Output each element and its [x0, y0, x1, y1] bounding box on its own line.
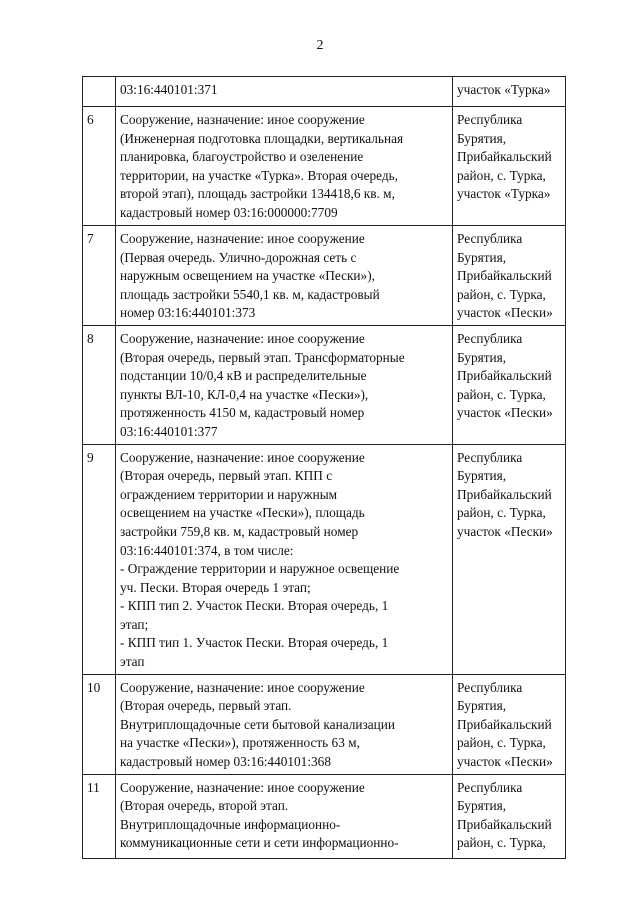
- row-number: 11: [87, 779, 100, 795]
- object-description: Сооружение, назначение: иное сооружение (Вторая очередь, первый этап. Внутриплощадочные сети бытовой канализации на участке «Пески»), протяженность 63 м, кадастровый номер 03:16:440101:368: [120, 679, 395, 770]
- location-cell: [453, 77, 566, 107]
- location-cell: [453, 774, 566, 858]
- row-number: 8: [87, 330, 94, 346]
- location-cell: [453, 674, 566, 774]
- object-location: Республика Бурятия, Прибайкальский район, с. Турка, участок «Турка»: [457, 112, 552, 202]
- object-description: Сооружение, назначение: иное сооружение (Вторая очередь, второй этап. Внутриплощадочные информационно- коммуникационные сети и сети информационно-: [120, 779, 399, 851]
- object-location: Республика Бурятия, Прибайкальский район, с. Турка, участок «Пески»: [457, 231, 553, 321]
- row-number-cell: [83, 226, 116, 326]
- location-cell: [453, 444, 566, 674]
- row-number: 7: [87, 231, 94, 246]
- description-cell: [116, 674, 453, 774]
- table-row: [83, 77, 566, 107]
- object-description: Сооружение, назначение: иное сооружение (Вторая очередь, первый этап. Трансформаторные подстанции 10/0,4 кВ и распределительные пункты ВЛ-10, КЛ-0,4 на участке «Пески»), протяженность 4150 м, кадастровый номер 03:16:440101:377: [120, 330, 405, 439]
- table-row: [83, 325, 566, 444]
- object-location: Республика Бурятия, Прибайкальский район, с. Турка,: [457, 779, 552, 851]
- row-number-cell: [83, 444, 116, 674]
- object-description: 03:16:440101:371: [120, 82, 218, 97]
- property-table: [82, 76, 566, 859]
- description-cell: [116, 226, 453, 326]
- table-row: [83, 226, 566, 326]
- description-cell: [116, 77, 453, 107]
- description-cell: [116, 444, 453, 674]
- object-location: участок «Турка»: [457, 82, 551, 97]
- row-number-cell: [83, 77, 116, 107]
- row-number-cell: [83, 325, 116, 444]
- description-cell: [116, 325, 453, 444]
- row-number-cell: [83, 774, 116, 858]
- object-description: Сооружение, назначение: иное сооружение (Вторая очередь, первый этап. КПП с ограждением территории и наружным освещением на участке «Пески»), площадь застройки 759,8 кв. м, кадастровый номер 03:16:440101:374, в том числе: - Ограждение территории и наружное освещение уч. Пески. Вторая очередь 1 этап; - КПП тип 2. Участок Пески. Вторая очередь, 1 этап; - КПП тип 1. Участок Пески. Вторая очередь, 1 этап: [120, 449, 400, 670]
- table-row: [83, 444, 566, 674]
- description-cell: [116, 107, 453, 226]
- page-number: 2: [316, 38, 324, 53]
- table-row: [83, 674, 566, 774]
- object-location: Республика Бурятия, Прибайкальский район, с. Турка, участок «Пески»: [457, 449, 553, 539]
- location-cell: [453, 226, 566, 326]
- description-cell: [116, 774, 453, 858]
- row-number: 6: [87, 112, 94, 127]
- row-number-cell: [83, 674, 116, 774]
- table-row: [83, 774, 566, 858]
- object-description: Сооружение, назначение: иное сооружение (Первая очередь. Улично-дорожная сеть с наружным освещением на участке «Пески»), площадь застройки 5540,1 кв. м, кадастровый номер 03:16:440101:373: [120, 231, 380, 321]
- row-number: 9: [87, 449, 94, 465]
- location-cell: [453, 325, 566, 444]
- object-description: Сооружение, назначение: иное сооружение (Инженерная подготовка площадки, вертикальная планировка, благоустройство и озеленение территории, на участке «Турка». Вторая очередь, второй этап), площадь застройки 134418,6 кв. м, кадастровый номер 03:16:000000:7709: [120, 112, 404, 220]
- row-number-cell: [83, 107, 116, 226]
- location-cell: [453, 107, 566, 226]
- object-location: Республика Бурятия, Прибайкальский район, с. Турка, участок «Пески»: [457, 679, 553, 770]
- object-location: Республика Бурятия, Прибайкальский район, с. Турка, участок «Пески»: [457, 330, 553, 421]
- table-row: [83, 107, 566, 226]
- row-number: 10: [87, 679, 101, 695]
